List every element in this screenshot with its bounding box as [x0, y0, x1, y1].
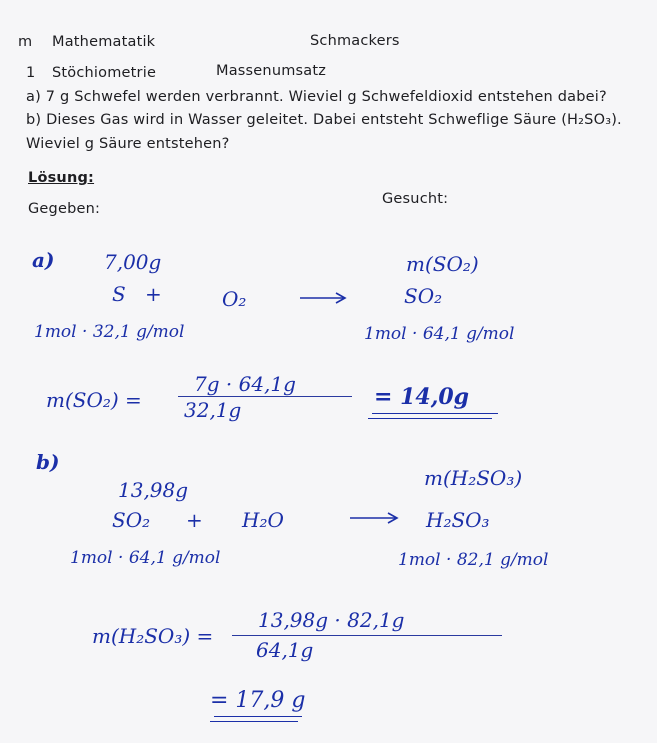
part-a-label: a): [32, 248, 55, 272]
part-a-molar-sulfur: 1mol · 32,1 g/mol: [34, 322, 185, 342]
task-b-line1: b) Dieses Gas wird in Wasser geleitet. Dabei entsteht Schweflige Säure (H₂SO₃).: [26, 112, 622, 128]
subtopic-title: Massenumsatz: [216, 63, 327, 79]
part-a-fraction-bar: [178, 396, 352, 397]
part-a-plus: +: [145, 282, 162, 306]
part-b-numerator: 13,98g · 82,1g: [258, 608, 405, 632]
part-a-molar-product: 1mol · 64,1 g/mol: [364, 324, 515, 344]
part-a-sulfur: S: [112, 282, 126, 306]
topic-number: 1: [26, 65, 36, 81]
part-a-numerator: 7g · 64,1g: [194, 372, 296, 396]
topic-title: Stöchiometrie: [52, 65, 157, 81]
reaction-arrow-icon: [300, 292, 350, 304]
part-a-mass-given: 7,00g: [104, 250, 162, 274]
solution-heading: Lösung:: [28, 170, 95, 186]
part-a-result-underline-1: [372, 413, 498, 414]
task-b-line2: Wieviel g Säure entstehen?: [26, 136, 230, 152]
part-a-product: SO₂: [404, 284, 443, 308]
task-a: a) 7 g Schwefel werden verbrannt. Wieviel g Schwefeldioxid entstehen dabei?: [26, 89, 607, 105]
subject-title: Mathematatik: [52, 34, 156, 50]
part-a-denominator: 32,1g: [184, 398, 242, 422]
part-a-target: m(SO₂): [406, 252, 479, 276]
part-b-molar-product: 1mol · 82,1 g/mol: [398, 550, 549, 570]
given-label: Gegeben:: [28, 201, 101, 217]
reaction-arrow-icon: [350, 512, 402, 524]
part-b-target: m(H₂SO₃): [424, 466, 523, 490]
part-b-result: = 17,9 g: [210, 688, 306, 713]
part-b-plus: +: [186, 508, 203, 532]
part-a-result: = 14,0g: [374, 384, 470, 410]
part-b-denominator: 64,1g: [256, 638, 314, 662]
part-b-result-underline-1: [214, 716, 302, 717]
part-b-molar-reactant: 1mol · 64,1 g/mol: [70, 548, 221, 568]
part-a-calc-lhs: m(SO₂) =: [46, 388, 142, 412]
part-b-reactant1: SO₂: [112, 508, 151, 532]
part-b-label: b): [36, 450, 60, 474]
part-b-product: H₂SO₃: [426, 508, 490, 532]
part-b-calc-lhs: m(H₂SO₃) =: [92, 624, 214, 648]
sought-label: Gesucht:: [382, 191, 449, 207]
part-a-result-underline-2: [368, 418, 492, 419]
brand-name: Schmackers: [310, 33, 400, 49]
part-b-mass-given: 13,98g: [118, 478, 189, 502]
part-b-reactant2: H₂O: [242, 508, 284, 532]
part-a-oxygen: O₂: [222, 287, 247, 311]
subject-prefix: m: [18, 34, 33, 50]
part-b-fraction-bar: [232, 635, 502, 636]
part-b-result-underline-2: [210, 721, 298, 722]
